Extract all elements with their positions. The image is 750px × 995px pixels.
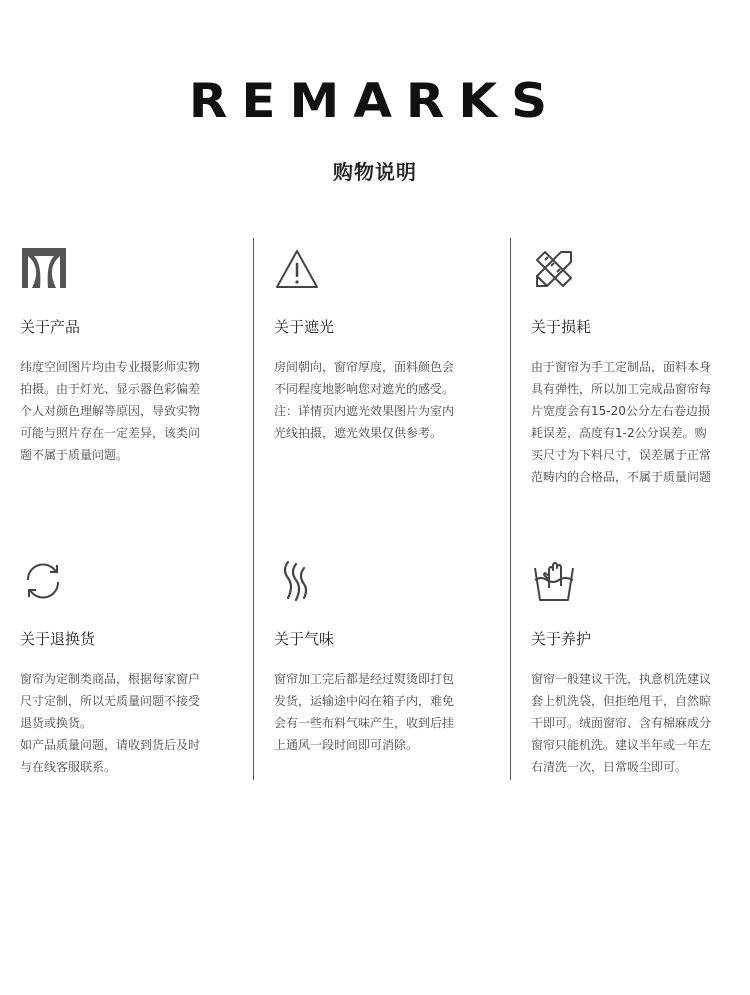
hand-wash-icon — [531, 558, 577, 604]
refresh-icon — [20, 558, 66, 604]
ruler-pencil-icon — [531, 246, 577, 292]
section-heading: 关于退换货 — [20, 630, 96, 648]
curtain-icon — [20, 246, 66, 292]
section-body: 房间朝向，窗帘厚度，面料颜色会 不同程度地影响您对遮光的感受。 注：详情页内遮光效果图片为室内 光线拍摄，遮光效果仅供参考。 — [274, 360, 455, 440]
section-body: 窗帘一般建议干洗，执意机洗建议 套上机洗袋，但拒绝甩干，自然晾 干即可。绒面窗帘、含有棉麻成分 窗帘只能机洗。建议半年或一年左 右清洗一次，日常吸尘即可。 — [531, 672, 712, 774]
section-heading: 关于气味 — [274, 630, 335, 648]
smoke-icon — [274, 558, 320, 604]
section-body: 纬度空间图片均由专业摄影师实物 拍摄。由于灯光、显示器色彩偏差 个人对颜色理解等原因，导致实物 可能与照片存在一定差异，该类问 题不属于质量问题。 — [20, 360, 201, 462]
section-body: 由于窗帘为手工定制品，面料本身 具有弹性，所以加工完成品窗帘每 片宽度会有15-20公分左右卷边损 耗误差，高度有1-2公分误差。购 买尺寸为下料尺寸，误差属于正常 范畴内的合格品，不属于质量问题 — [531, 360, 712, 484]
column-divider — [510, 238, 511, 780]
column-divider — [253, 238, 254, 780]
section-body: 窗帘加工完后都是经过熨烫即打包 发货，运输途中闷在箱子内，难免 会有一些布料气味产生，收到后挂 上通风一段时间即可消除。 — [274, 672, 455, 752]
section-heading: 关于产品 — [20, 318, 81, 336]
section-heading: 关于遮光 — [274, 318, 335, 336]
section-heading: 关于养护 — [531, 630, 592, 648]
page-title: REMARKS — [188, 73, 562, 129]
warning-icon — [274, 246, 320, 292]
section-heading: 关于损耗 — [531, 318, 592, 336]
page-subtitle: 购物说明 — [333, 160, 417, 184]
section-body: 窗帘为定制类商品，根据每家窗户 尺寸定制，所以无质量问题不接受 退货或换货。 如产品质量问题，请收到货后及时 与在线客服联系。 — [20, 672, 201, 774]
